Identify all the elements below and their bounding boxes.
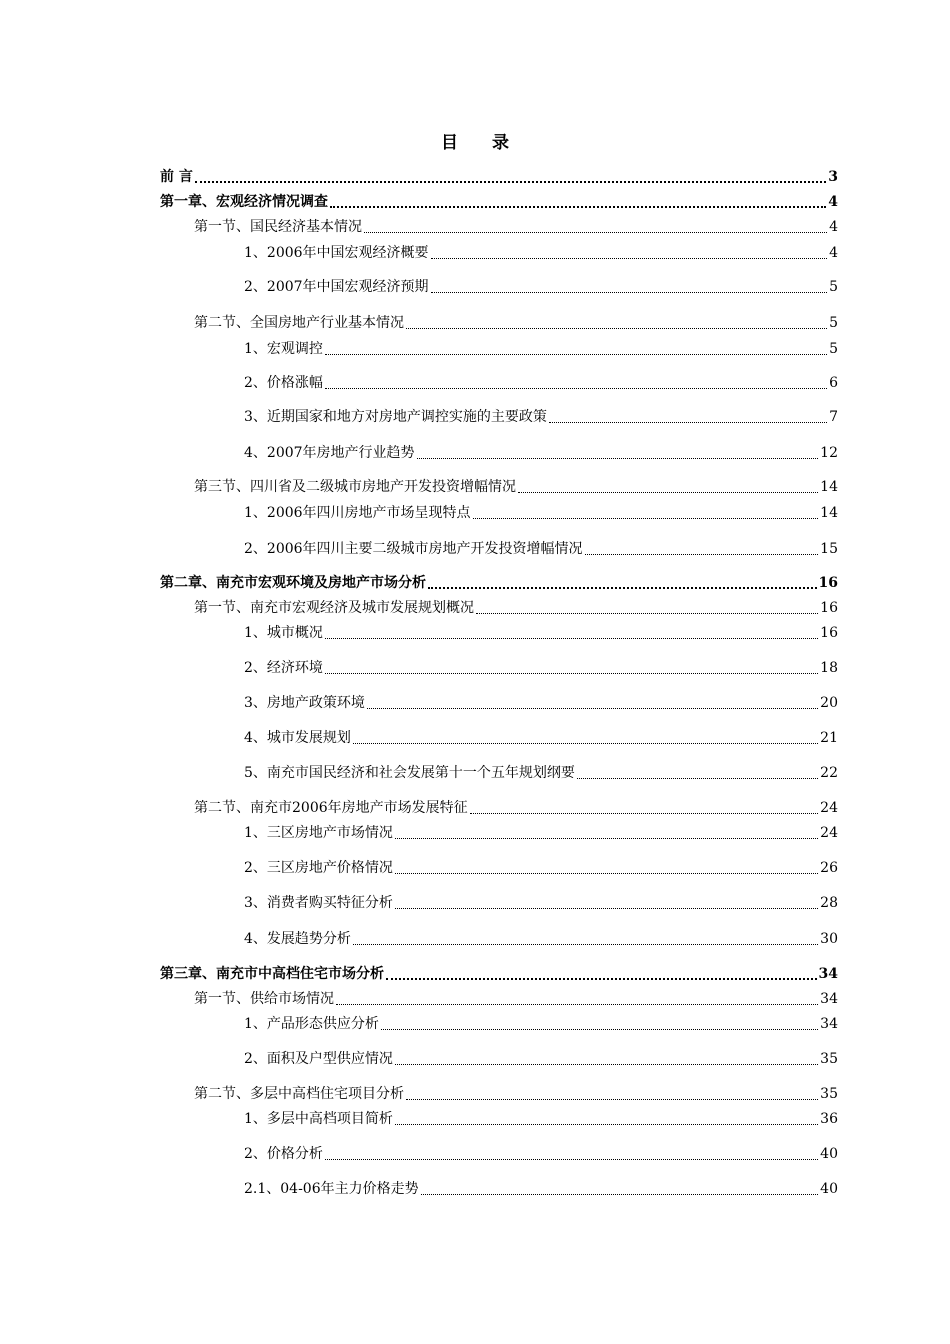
- toc-entry-text: 2、价格分析: [244, 1146, 323, 1162]
- toc-entry[interactable]: [0, 274, 950, 296]
- toc-leader-dots: [470, 801, 819, 814]
- toc-page-number: 14: [820, 479, 838, 495]
- toc-leader-dots: [395, 1052, 818, 1065]
- toc-page-number: 16: [820, 600, 838, 616]
- toc-page-number: 30: [820, 931, 838, 947]
- toc-entry[interactable]: [0, 570, 950, 592]
- toc-page-number: 35: [820, 1051, 838, 1067]
- toc-entry[interactable]: [0, 926, 950, 948]
- toc-entry-text: 第一节、南充市宏观经济及城市发展规划概况: [194, 600, 474, 616]
- toc-entry-text: 2、2007年中国宏观经济预期: [244, 279, 429, 295]
- toc-leader-dots: [395, 1112, 818, 1125]
- toc-entry-text: 2、三区房地产价格情况: [244, 860, 393, 876]
- toc-entry-text: 第二节、全国房地产行业基本情况: [194, 315, 404, 331]
- toc-entry-text: 1、宏观调控: [244, 341, 323, 357]
- toc-page-number: 40: [820, 1146, 838, 1162]
- toc-entry-text: 第二章、南充市宏观环境及房地产市场分析: [160, 575, 426, 591]
- toc-leader-dots: [476, 601, 818, 614]
- toc-leader-dots: [577, 766, 818, 779]
- toc-leader-dots: [325, 376, 827, 389]
- toc-leader-dots: [518, 480, 818, 493]
- toc-page-number: 40: [820, 1181, 838, 1197]
- toc-page-number: 4: [829, 245, 838, 261]
- toc-entry-text: 第一节、国民经济基本情况: [194, 219, 362, 235]
- toc-entry-text: 第三章、南充市中高档住宅市场分析: [160, 966, 384, 982]
- toc-page-number: 14: [820, 505, 838, 521]
- toc-entry-text: 2、2006年四川主要二级城市房地产开发投资增幅情况: [244, 541, 583, 557]
- toc-leader-dots: [395, 826, 818, 839]
- toc-entry-text: 2、经济环境: [244, 660, 323, 676]
- toc-page-number: 22: [820, 765, 838, 781]
- toc-page-number: 16: [818, 575, 838, 591]
- toc-entry[interactable]: [0, 961, 950, 983]
- toc-leader-dots: [325, 1147, 818, 1160]
- toc-entry[interactable]: [0, 725, 950, 747]
- toc-entry-text: 1、2006年中国宏观经济概要: [244, 245, 429, 261]
- toc-leader-dots: [195, 169, 826, 183]
- toc-page-number: 36: [820, 1111, 838, 1127]
- toc-leader-dots: [417, 446, 819, 459]
- toc-entry-text: 1、城市概况: [244, 625, 323, 641]
- toc-page-number: 12: [820, 445, 838, 461]
- toc-leader-dots: [325, 626, 818, 639]
- toc-entry-text: 2、价格涨幅: [244, 375, 323, 391]
- toc-leader-dots: [421, 1182, 819, 1195]
- toc-page-number: 4: [828, 194, 838, 210]
- toc-leader-dots: [431, 246, 828, 259]
- toc-leader-dots: [367, 696, 818, 709]
- toc-entry[interactable]: [0, 536, 950, 558]
- toc-page-number: 28: [820, 895, 838, 911]
- toc-entry[interactable]: [0, 986, 950, 1008]
- toc-entry-text: 1、三区房地产市场情况: [244, 825, 393, 841]
- toc-entry-text: 第一章、宏观经济情况调查: [160, 194, 328, 210]
- toc-leader-dots: [395, 896, 818, 909]
- toc-entry-text: 5、南充市国民经济和社会发展第十一个五年规划纲要: [244, 765, 575, 781]
- toc-entry-text: 3、消费者购买特征分析: [244, 895, 393, 911]
- toc-entry[interactable]: [0, 189, 950, 211]
- toc-entry-text: 3、房地产政策环境: [244, 695, 365, 711]
- toc-leader-dots: [406, 316, 827, 329]
- toc-entry[interactable]: [0, 795, 950, 817]
- toc-entry[interactable]: [0, 404, 950, 426]
- toc-page-number: 16: [820, 625, 838, 641]
- toc-entry[interactable]: [0, 336, 950, 358]
- toc-entry[interactable]: [0, 595, 950, 617]
- toc-page-number: 5: [829, 279, 838, 295]
- toc-entry-text: 1、多层中高档项目简析: [244, 1111, 393, 1127]
- toc-leader-dots: [364, 220, 827, 233]
- toc-entry-text: 前 言: [160, 169, 193, 185]
- toc-entry[interactable]: [0, 214, 950, 236]
- toc-page-number: 26: [820, 860, 838, 876]
- toc-entry-text: 第一节、供给市场情况: [194, 991, 334, 1007]
- toc-leader-dots: [406, 1087, 818, 1100]
- toc-page-number: 7: [829, 409, 838, 425]
- toc-entry[interactable]: [0, 855, 950, 877]
- toc-entry-text: 第二节、南充市2006年房地产市场发展特征: [194, 800, 468, 816]
- toc-entry[interactable]: [0, 240, 950, 262]
- toc-entry[interactable]: [0, 1081, 950, 1103]
- toc-entry[interactable]: [0, 474, 950, 496]
- toc-page-number: 24: [820, 825, 838, 841]
- toc-page-number: 4: [829, 219, 838, 235]
- toc-entry[interactable]: [0, 620, 950, 642]
- toc-entry[interactable]: [0, 1176, 950, 1198]
- toc-entry-text: 3、近期国家和地方对房地产调控实施的主要政策: [244, 409, 547, 425]
- toc-entry[interactable]: [0, 1011, 950, 1033]
- toc-leader-dots: [585, 542, 819, 555]
- toc-entry-text: 2、面积及户型供应情况: [244, 1051, 393, 1067]
- toc-leader-dots: [353, 932, 818, 945]
- toc-leader-dots: [395, 861, 818, 874]
- toc-page-number: 24: [820, 800, 838, 816]
- toc-title: 目 录: [441, 133, 523, 153]
- toc-page-number: 5: [829, 341, 838, 357]
- toc-entry[interactable]: [0, 820, 950, 842]
- toc-leader-dots: [330, 194, 826, 208]
- toc-page-number: 3: [828, 169, 838, 185]
- toc-page-number: 35: [820, 1086, 838, 1102]
- toc-entry-text: 第二节、多层中高档住宅项目分析: [194, 1086, 404, 1102]
- toc-entry[interactable]: [0, 440, 950, 462]
- toc-page-number: 15: [820, 541, 838, 557]
- toc-entry-text: 4、2007年房地产行业趋势: [244, 445, 415, 461]
- toc-leader-dots: [428, 575, 817, 589]
- toc-leader-dots: [431, 280, 828, 293]
- toc-page-number: 34: [820, 991, 838, 1007]
- toc-page-number: 5: [829, 315, 838, 331]
- toc-leader-dots: [325, 342, 827, 355]
- toc-entry[interactable]: [0, 690, 950, 712]
- toc-entry[interactable]: [0, 1141, 950, 1163]
- toc-leader-dots: [386, 966, 817, 980]
- toc-page-number: 6: [829, 375, 838, 391]
- toc-entry[interactable]: [0, 890, 950, 912]
- toc-leader-dots: [549, 410, 827, 423]
- toc-entry-text: 2.1、04-06年主力价格走势: [244, 1181, 419, 1197]
- toc-entry[interactable]: [0, 310, 950, 332]
- toc-entry[interactable]: [0, 164, 950, 186]
- toc-entry[interactable]: [0, 1106, 950, 1128]
- toc-leader-dots: [473, 506, 819, 519]
- toc-page-number: 34: [818, 966, 838, 982]
- toc-entry[interactable]: [0, 370, 950, 392]
- toc-entry[interactable]: [0, 760, 950, 782]
- toc-entry-text: 1、产品形态供应分析: [244, 1016, 379, 1032]
- toc-entry-text: 1、2006年四川房地产市场呈现特点: [244, 505, 471, 521]
- toc-page-number: 34: [820, 1016, 838, 1032]
- toc-leader-dots: [381, 1017, 818, 1030]
- toc-page-number: 20: [820, 695, 838, 711]
- toc-entry[interactable]: [0, 655, 950, 677]
- toc-entry[interactable]: [0, 500, 950, 522]
- toc-entry-text: 4、城市发展规划: [244, 730, 351, 746]
- toc-leader-dots: [336, 992, 818, 1005]
- toc-entry-text: 4、发展趋势分析: [244, 931, 351, 947]
- toc-entry[interactable]: [0, 1046, 950, 1068]
- toc-leader-dots: [325, 661, 818, 674]
- toc-leader-dots: [353, 731, 818, 744]
- toc-page-number: 18: [820, 660, 838, 676]
- toc-page-number: 21: [820, 730, 838, 746]
- toc-entry-text: 第三节、四川省及二级城市房地产开发投资增幅情况: [194, 479, 516, 495]
